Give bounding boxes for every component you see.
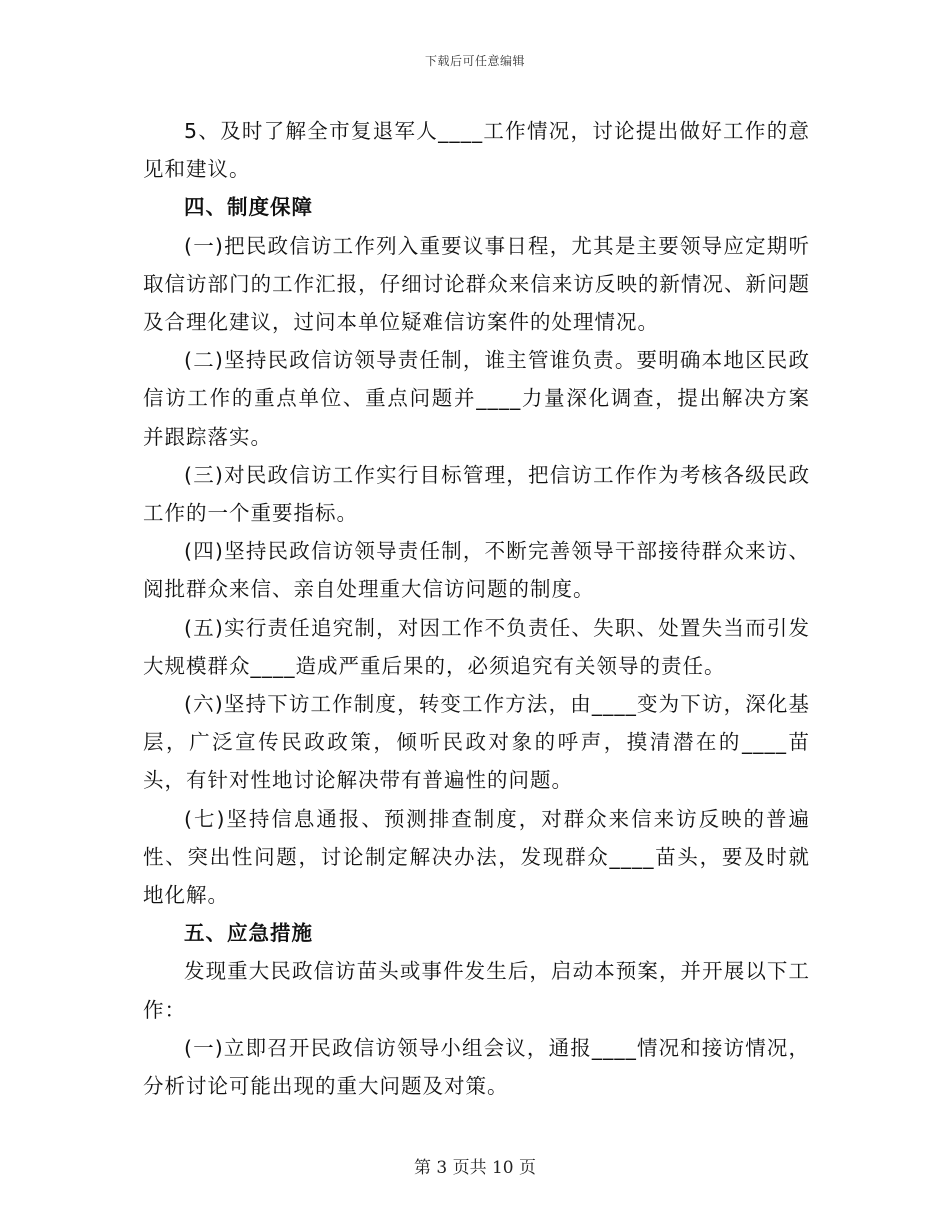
page-header: 下载后可任意编辑 <box>424 54 525 68</box>
paragraph-s4-6: (六)坚持下访工作制度，转变工作方法，由____变为下访，深化基层，广泛宣传民政政策，倾听民政对象的呼声，摸清潜在的____苗头，有针对性地讨论解决带有普遍性的问题。 <box>143 692 810 793</box>
section-5-heading: 五、应急措施 <box>184 921 313 946</box>
document-body <box>143 112 810 1105</box>
section-4-heading: 四、制度保障 <box>184 195 313 220</box>
paragraph-s5-1: (一)立即召开民政信访领导小组会议，通报____情况和接访情况，分析讨论可能出现的重大问题及对策。 <box>143 1035 810 1099</box>
paragraph-s4-4: (四)坚持民政信访领导责任制，不断完善领导干部接待群众来访、阅批群众来信、亲自处理重大信访问题的制度。 <box>143 539 810 602</box>
page-number-footer: 第 3 页共 10 页 <box>413 1158 537 1178</box>
paragraph-s4-3: (三)对民政信访工作实行目标管理，把信访工作作为考核各级民政工作的一个重要指标。 <box>143 462 810 526</box>
paragraph-s4-2: (二)坚持民政信访领导责任制，谁主管谁负责。要明确本地区民政信访工作的重点单位、重点问题并____力量深化调查，提出解决方案并跟踪落实。 <box>143 348 810 449</box>
paragraph-item-5: 5、及时了解全市复退军人____工作情况，讨论提出做好工作的意见和建议。 <box>143 119 810 182</box>
paragraph-s4-5: (五)实行责任追究制，对因工作不负责任、失职、处置失当而引发大规模群众____造成严重后果的，必须追究有关领导的责任。 <box>143 615 810 678</box>
paragraph-s4-1: (一)把民政信访工作列入重要议事日程，尤其是主要领导应定期听取信访部门的工作汇报，仔细讨论群众来信来访反映的新情况、新问题及合理化建议，过问本单位疑难信访案件的处理情况。 <box>143 233 810 335</box>
paragraph-s5-intro: 发现重大民政信访苗头或事件发生后，启动本预案，并开展以下工作： <box>143 959 810 1022</box>
paragraph-s4-7: (七)坚持信息通报、预测排查制度，对群众来信来访反映的普遍性、突出性问题，讨论制定解决办法，发现群众____苗头，要及时就地化解。 <box>143 806 810 908</box>
